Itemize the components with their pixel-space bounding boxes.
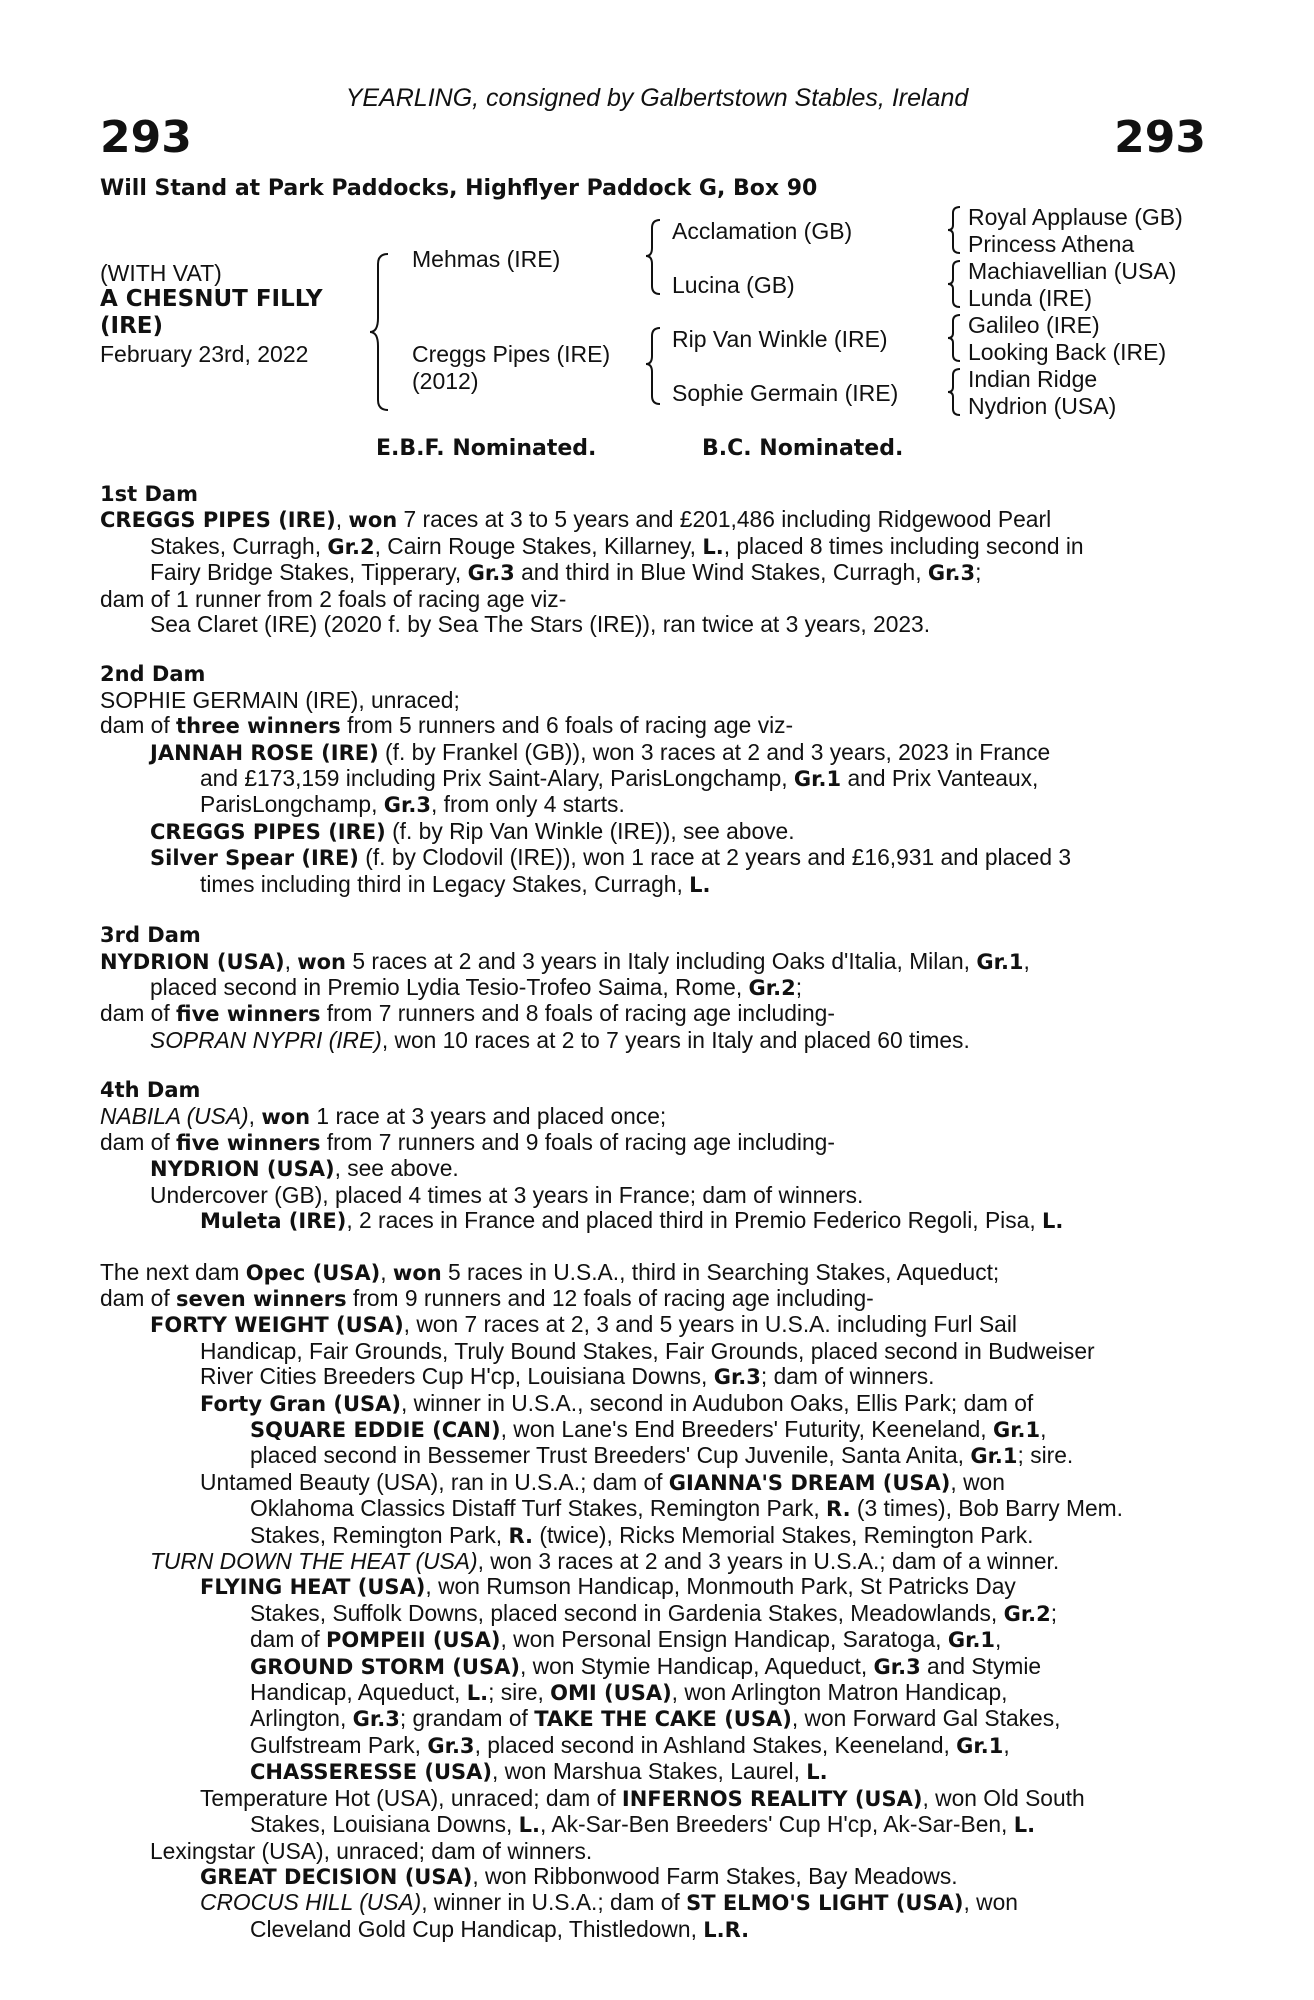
next-dam-line-3: FORTY WEIGHT (USA), won 7 races at 2, 3 and 5 years in U.S.A. including Furl Sail — [150, 1311, 1017, 1338]
next-dam-line-11: Stakes, Remington Park, R. (twice), Ricks Memorial Stakes, Remington Park. — [250, 1521, 1034, 1548]
next-dam-line-6: Forty Gran (USA), winner in U.S.A., second in Audubon Oaks, Ellis Park; dam of — [200, 1389, 1034, 1416]
lot-number-right: 293 — [1114, 112, 1206, 163]
pedigree-bracket-gen1 — [374, 252, 394, 412]
first-dam-line-3: Fairy Bridge Stakes, Tipperary, Gr.3 and third in Blue Wind Stakes, Curragh, Gr.3; — [150, 559, 982, 586]
horse-name-line2: (IRE) — [100, 313, 164, 339]
first-dam-line-4: dam of 1 runner from 2 foals of racing age viz- — [100, 585, 567, 612]
fourth-dam-line-1: NABILA (USA), won 1 race at 3 years and placed once; — [100, 1102, 667, 1129]
pedigree-g3-5: Galileo (IRE) — [968, 312, 1100, 338]
next-dam-line-21: Temperature Hot (USA), unraced; dam of INFERNOS REALITY (USA), won Old South — [200, 1784, 1085, 1811]
pedigree-bracket-g3b — [948, 259, 964, 309]
second-dam-line-4: and £173,159 including Prix Saint-Alary, ParisLongchamp, Gr.1 and Prix Vanteaux, — [200, 765, 1039, 792]
second-dam-line-1: SOPHIE GERMAIN (IRE), unraced; — [100, 686, 460, 713]
next-dam-line-20: CHASSERESSE (USA), won Marshua Stakes, Laurel, L. — [250, 1758, 828, 1785]
next-dam-line-12: TURN DOWN THE HEAT (USA), won 3 races at 2 and 3 years in U.S.A.; dam of a winner. — [150, 1548, 1060, 1575]
second-dam-line-8: times including third in Legacy Stakes, Curragh, L. — [200, 870, 711, 897]
pedigree-g3-1: Royal Applause (GB) — [968, 204, 1183, 230]
next-dam-line-17: Handicap, Aqueduct, L.; sire, OMI (USA), won Arlington Matron Handicap, — [250, 1679, 1008, 1706]
next-dam-line-25: CROCUS HILL (USA), winner in U.S.A.; dam of ST ELMO'S LIGHT (USA), won — [200, 1889, 1018, 1916]
pedigree-g3-2: Princess Athena — [968, 231, 1135, 257]
next-dam-line-7: SQUARE EDDIE (CAN), won Lane's End Breeders' Futurity, Keeneland, Gr.1, — [250, 1416, 1047, 1442]
next-dam-line-18: Arlington, Gr.3; grandam of TAKE THE CAKE (USA), won Forward Gal Stakes, — [250, 1705, 1061, 1732]
next-dam-line-4: Handicap, Fair Grounds, Truly Bound Stakes, Fair Grounds, placed second in Budweiser — [200, 1337, 1095, 1364]
second-dam-line-6: CREGGS PIPES (IRE) (f. by Rip Van Winkle (IRE)), see above. — [150, 817, 795, 844]
foaling-date: February 23rd, 2022 — [100, 341, 309, 367]
next-dam-line-2: dam of seven winners from 9 runners and 12 foals of racing age including- — [100, 1284, 874, 1311]
stand-location: Will Stand at Park Paddocks, Highflyer Paddock G, Box 90 — [100, 176, 818, 201]
next-dam-line-8: placed second in Bessemer Trust Breeders' Cup Juvenile, Santa Anita, Gr.1; sire. — [250, 1442, 1074, 1469]
first-dam-line-5: Sea Claret (IRE) (2020 f. by Sea The Stars (IRE)), ran twice at 3 years, 2023. — [150, 611, 931, 638]
pedigree-dam-sire: Rip Van Winkle (IRE) — [672, 326, 888, 352]
next-dam-line-1: The next dam Opec (USA), won 5 races in U.S.A., third in Searching Stakes, Aqueduct; — [100, 1258, 1000, 1285]
next-dam-line-10: Oklahoma Classics Distaff Turf Stakes, Remington Park, R. (3 times), Bob Barry Mem. — [250, 1495, 1123, 1522]
first-dam-heading: 1st Dam — [100, 482, 198, 506]
pedigree-bracket-g3a — [948, 205, 964, 255]
fourth-dam-heading: 4th Dam — [100, 1078, 201, 1103]
ebf-nominated: E.B.F. Nominated. — [376, 436, 597, 461]
pedigree-dam: Creggs Pipes (IRE) — [412, 341, 611, 367]
next-dam-line-26: Cleveland Gold Cup Handicap, Thistledown, L.R. — [250, 1915, 750, 1942]
second-dam-line-7: Silver Spear (IRE) (f. by Clodovil (IRE)), won 1 race at 2 years and £16,931 and placed 3 — [150, 844, 1072, 871]
second-dam-heading: 2nd Dam — [100, 662, 206, 687]
pedigree-g3-6: Looking Back (IRE) — [968, 339, 1167, 365]
next-dam-line-22: Stakes, Louisiana Downs, L., Ak-Sar-Ben Breeders' Cup H'cp, Ak-Sar-Ben, L. — [250, 1811, 1036, 1838]
pedigree-g3-4: Lunda (IRE) — [968, 285, 1093, 311]
catalogue-body — [100, 482, 1206, 1943]
pedigree-sire-dam: Lucina (GB) — [672, 272, 795, 298]
pedigree-sire-sire: Acclamation (GB) — [672, 218, 853, 244]
pedigree-dam-dam: Sophie Germain (IRE) — [672, 380, 899, 406]
horse-name-line1: A CHESNUT FILLY — [100, 286, 323, 312]
next-dam-line-19: Gulfstream Park, Gr.3, placed second in Ashland Stakes, Keeneland, Gr.1, — [250, 1731, 1010, 1758]
next-dam-line-16: GROUND STORM (USA), won Stymie Handicap, Aqueduct, Gr.3 and Stymie — [250, 1652, 1042, 1679]
third-dam-line-1: NYDRION (USA), won 5 races at 2 and 3 years in Italy including Oaks d'Italia, Milan, Gr.1, — [100, 947, 1030, 974]
third-dam-heading: 3rd Dam — [100, 923, 201, 948]
pedigree-g3-7: Indian Ridge — [968, 366, 1098, 392]
consignment-line: YEARLING, consigned by Galbertstown Stables, Ireland — [345, 84, 969, 112]
next-dam-line-13: FLYING HEAT (USA), won Rumson Handicap, Monmouth Park, St Patricks Day — [200, 1573, 1016, 1600]
next-dam-line-15: dam of POMPEII (USA), won Personal Ensign Handicap, Saratoga, Gr.1, — [250, 1626, 1002, 1653]
first-dam-line-2: Stakes, Curragh, Gr.2, Cairn Rouge Stakes, Killarney, L., placed 8 times including second in — [150, 532, 1084, 559]
pedigree-g3-8: Nydrion (USA) — [968, 393, 1117, 419]
fourth-dam-line-4: Undercover (GB), placed 4 times at 3 years in France; dam of winners. — [150, 1181, 864, 1208]
bc-nominated: B.C. Nominated. — [702, 436, 904, 461]
vat-label: (WITH VAT) — [100, 260, 222, 286]
fourth-dam-line-5: Muleta (IRE), 2 races in France and placed third in Premio Federico Regoli, Pisa, L. — [200, 1207, 1064, 1234]
lot-number-left: 293 — [100, 112, 192, 163]
pedigree-g3-3: Machiavellian (USA) — [968, 258, 1177, 284]
second-dam-line-5: ParisLongchamp, Gr.3, from only 4 starts. — [200, 791, 625, 818]
pedigree-bracket-sire — [646, 218, 666, 298]
first-dam-line-1: CREGGS PIPES (IRE), won 7 races at 3 to 5 years and £201,486 including Ridgewood Pearl — [100, 506, 1052, 533]
pedigree-bracket-dam — [646, 326, 666, 408]
second-dam-line-3: JANNAH ROSE (IRE) (f. by Frankel (GB)), won 3 races at 2 and 3 years, 2023 in France — [150, 738, 1051, 765]
third-dam-line-3: dam of five winners from 7 runners and 8 foals of racing age including- — [100, 1000, 835, 1027]
pedigree-bracket-g3c — [948, 313, 964, 363]
third-dam-line-4: SOPRAN NYPRI (IRE), won 10 races at 2 to 7 years in Italy and placed 60 times. — [150, 1026, 970, 1053]
third-dam-line-2: placed second in Premio Lydia Tesio-Trofeo Saima, Rome, Gr.2; — [150, 973, 803, 1000]
fourth-dam-line-2: dam of five winners from 7 runners and 9 foals of racing age including- — [100, 1128, 835, 1155]
next-dam-line-24: GREAT DECISION (USA), won Ribbonwood Farm Stakes, Bay Meadows. — [200, 1862, 958, 1889]
pedigree-dam-year: (2012) — [412, 368, 479, 394]
next-dam-line-14: Stakes, Suffolk Downs, placed second in Gardenia Stakes, Meadowlands, Gr.2; — [250, 1599, 1058, 1626]
next-dam-line-9: Untamed Beauty (USA), ran in U.S.A.; dam of GIANNA'S DREAM (USA), won — [200, 1468, 1005, 1495]
next-dam-line-5: River Cities Breeders Cup H'cp, Louisiana Downs, Gr.3; dam of winners. — [200, 1363, 935, 1390]
second-dam-line-2: dam of three winners from 5 runners and 6 foals of racing age viz- — [100, 712, 794, 739]
pedigree-sire: Mehmas (IRE) — [412, 246, 561, 272]
fourth-dam-line-3: NYDRION (USA), see above. — [150, 1155, 459, 1182]
pedigree-bracket-g3d — [948, 367, 964, 417]
next-dam-line-23: Lexingstar (USA), unraced; dam of winners. — [150, 1837, 593, 1864]
